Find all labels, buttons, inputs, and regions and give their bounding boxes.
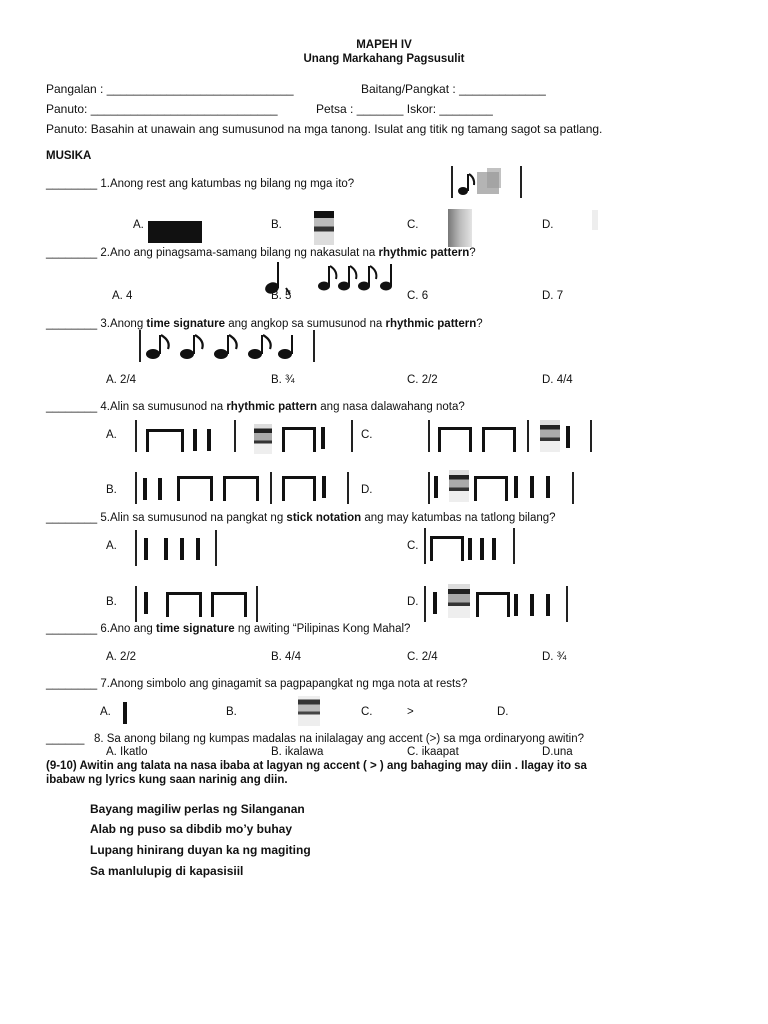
stick-icon	[196, 538, 200, 560]
option-a: A.	[133, 219, 144, 231]
question-text: 2.Ano ang pinagsama-samang bilang ng nakasulat na	[100, 247, 379, 259]
option-c: C. 6	[407, 290, 429, 302]
stick-icon	[468, 538, 472, 560]
tied-sticks-icon	[482, 427, 516, 452]
tied-sticks-icon	[430, 536, 464, 561]
bar-line	[215, 530, 217, 566]
half-rest-icon	[448, 584, 470, 618]
bar-line	[566, 586, 568, 622]
eighth-notes-icon	[143, 333, 313, 363]
bar-line	[351, 420, 353, 452]
half-rest-icon	[314, 211, 334, 245]
question-4	[46, 401, 465, 413]
stick-icon	[514, 476, 518, 498]
answer-blank: ________	[46, 623, 98, 635]
question-text: 6.Ano ang	[100, 623, 157, 635]
tied-sticks-icon	[146, 429, 184, 452]
baitang-field: Baitang/Pangkat : _____________	[361, 82, 546, 96]
tied-sticks-icon	[476, 592, 510, 617]
stick-icon	[322, 476, 326, 498]
bar-line	[572, 472, 574, 504]
question-emphasis: rhythmic pattern	[226, 401, 318, 413]
bar-line	[135, 530, 137, 566]
quarter-rest-icon	[448, 209, 472, 247]
stick-icon	[143, 478, 147, 500]
stick-icon	[434, 476, 438, 498]
question-emphasis: rhythmic pattern	[385, 318, 477, 330]
half-rest-icon	[254, 424, 272, 454]
tied-sticks-icon	[177, 476, 213, 501]
option-a: A.	[106, 540, 117, 552]
option-d: D.	[542, 219, 554, 231]
answer-blank: ________	[46, 512, 98, 524]
option-b: B.	[271, 219, 282, 231]
option-c: C. ikaapat	[407, 746, 459, 758]
instructions: Panuto: Basahin at unawain ang sumusunod na mga tanong. Isulat ang titik ng tamang sagot sa patlang.	[46, 122, 603, 136]
option-d: D. 4/4	[542, 374, 573, 386]
bar-line	[428, 472, 430, 504]
stick-icon	[433, 592, 437, 614]
tied-sticks-icon	[223, 476, 259, 501]
option-b: B. ¾	[271, 374, 295, 386]
stick-icon	[207, 429, 211, 451]
stick-icon	[566, 426, 570, 448]
tied-sticks-icon	[282, 427, 316, 452]
option-d: D.	[497, 706, 509, 718]
stick-icon	[193, 429, 197, 451]
bar-line	[313, 330, 315, 362]
answer-blank: ________	[46, 678, 98, 690]
whole-rest-icon	[148, 221, 202, 243]
panuto-field: Panuto: ____________________________	[46, 102, 278, 116]
stick-icon	[144, 592, 148, 614]
option-a: A.	[100, 706, 111, 718]
question-8	[46, 733, 584, 745]
stick-icon	[546, 476, 550, 498]
stick-icon	[492, 538, 496, 560]
option-b: B. 5	[271, 290, 292, 302]
option-a: A. 2/4	[106, 374, 137, 386]
section-heading: MUSIKA	[46, 150, 92, 162]
option-a: A. Ikatlo	[106, 746, 148, 758]
option-b: B. 4/4	[271, 651, 302, 663]
question-emphasis: time signature	[156, 623, 235, 635]
option-c: C.	[361, 429, 373, 441]
question-text: 4.Alin sa sumusunod na	[100, 401, 227, 413]
accent-symbol: >	[407, 706, 414, 718]
answer-blank: ________	[46, 247, 98, 259]
bar-line	[135, 420, 137, 452]
question-text-end: ?	[469, 247, 476, 259]
bar-line	[590, 420, 592, 452]
tied-sticks-icon	[474, 476, 508, 501]
stick-icon	[546, 594, 550, 616]
bar-line	[135, 472, 137, 504]
question-emphasis: time signature	[146, 318, 226, 330]
tied-sticks-icon	[282, 476, 316, 501]
pangalan-field: Pangalan : ____________________________	[46, 82, 294, 96]
stick-icon	[180, 538, 184, 560]
option-c: C. 2/4	[407, 651, 438, 663]
question-9-10-line-2: ibabaw ng lyrics kung saan narinig ang diin.	[46, 774, 288, 786]
tied-sticks-icon	[166, 592, 202, 617]
stick-icon	[530, 594, 534, 616]
lyric-line: Sa manlulupig di kapasisiil	[90, 864, 244, 878]
lyric-line: Bayang magiliw perlas ng Silanganan	[90, 802, 305, 816]
question-text-end: ng awiting “Pilipinas Kong Mahal?	[234, 623, 411, 635]
option-c: C.	[361, 706, 373, 718]
lyric-line: Lupang hinirang duyan ka ng magiting	[90, 843, 311, 857]
answer-blank: ________	[46, 178, 98, 190]
answer-blank: ______	[46, 733, 85, 745]
option-d: D. ¾	[542, 651, 567, 663]
question-text: 3.Anong	[100, 318, 147, 330]
stick-icon	[158, 478, 162, 500]
question-5	[46, 512, 556, 524]
option-c: C.	[407, 219, 419, 231]
option-a: A. 4	[112, 290, 133, 302]
option-b: B. ikalawa	[271, 746, 324, 758]
question-text-end: ang nasa dalawahang nota?	[317, 401, 465, 413]
question-6	[46, 623, 410, 635]
bar-line	[347, 472, 349, 504]
eighth-notes-icon	[455, 168, 515, 198]
question-3	[46, 318, 483, 330]
bar-line	[513, 528, 515, 564]
stick-icon	[321, 427, 325, 449]
stick-icon	[514, 594, 518, 616]
tied-sticks-icon	[211, 592, 247, 617]
half-rest-icon	[540, 420, 560, 452]
option-d: D. 7	[542, 290, 564, 302]
subject-title: MAPEH IV	[356, 39, 412, 51]
question-text: 1.Anong rest ang katumbas ng bilang ng mga ito?	[100, 178, 355, 190]
half-rest-icon	[298, 696, 320, 726]
option-a: A. 2/2	[106, 651, 137, 663]
bar-line	[424, 586, 426, 622]
option-c: C.	[407, 540, 419, 552]
question-7	[46, 678, 467, 690]
stick-icon	[530, 476, 534, 498]
question-emphasis: rhythmic pattern	[378, 247, 470, 259]
tied-sticks-icon	[438, 427, 472, 452]
bar-line	[527, 420, 529, 452]
petsa-iskor-field: Petsa : _______ Iskor: ________	[316, 102, 493, 116]
question-text: 5.Alin sa sumusunod na pangkat ng	[100, 512, 287, 524]
option-a: A.	[106, 429, 117, 441]
option-d: D.	[407, 596, 419, 608]
bar-line	[428, 420, 430, 452]
question-emphasis: stick notation	[286, 512, 362, 524]
question-1	[46, 178, 354, 190]
bar-line	[424, 528, 426, 564]
bar-line	[270, 472, 272, 504]
answer-blank: ________	[46, 401, 98, 413]
exam-title: Unang Markahang Pagsusulit	[303, 53, 465, 65]
bar-line	[135, 586, 137, 622]
option-b: B.	[106, 484, 117, 496]
option-c: C. 2/2	[407, 374, 438, 386]
question-9-10-line-1: (9-10) Awitin ang talata na nasa ibaba at lagyan ng accent ( > ) ang bahaging may diin . Ilagay ito sa	[46, 760, 587, 772]
option-b: B.	[106, 596, 117, 608]
bar-line	[520, 166, 522, 198]
option-b: B.	[226, 706, 237, 718]
bar-symbol-icon	[123, 702, 127, 724]
bar-line	[234, 420, 236, 452]
question-text: 8. Sa anong bilang ng kumpas madalas na inilalagay ang accent (>) sa mga ordinaryong awitin?	[93, 733, 584, 745]
eighth-rest-icon	[592, 210, 598, 230]
half-rest-icon	[449, 470, 469, 502]
bar-line	[451, 166, 453, 198]
question-text-end: ?	[476, 318, 483, 330]
bar-line	[256, 586, 258, 622]
question-2	[46, 247, 476, 259]
lyric-line: Alab ng puso sa dibdib mo’y buhay	[90, 822, 293, 836]
stick-icon	[144, 538, 148, 560]
question-text: ang angkop sa sumusunod na	[225, 318, 386, 330]
bar-line	[139, 330, 141, 362]
question-text: 7.Anong simbolo ang ginagamit sa pagpapangkat ng mga nota at rests?	[100, 678, 468, 690]
option-d: D.una	[542, 746, 573, 758]
stick-icon	[480, 538, 484, 560]
stick-icon	[164, 538, 168, 560]
option-d: D.	[361, 484, 373, 496]
answer-blank: ________	[46, 318, 98, 330]
question-text-end: ang may katumbas na tatlong bilang?	[361, 512, 556, 524]
